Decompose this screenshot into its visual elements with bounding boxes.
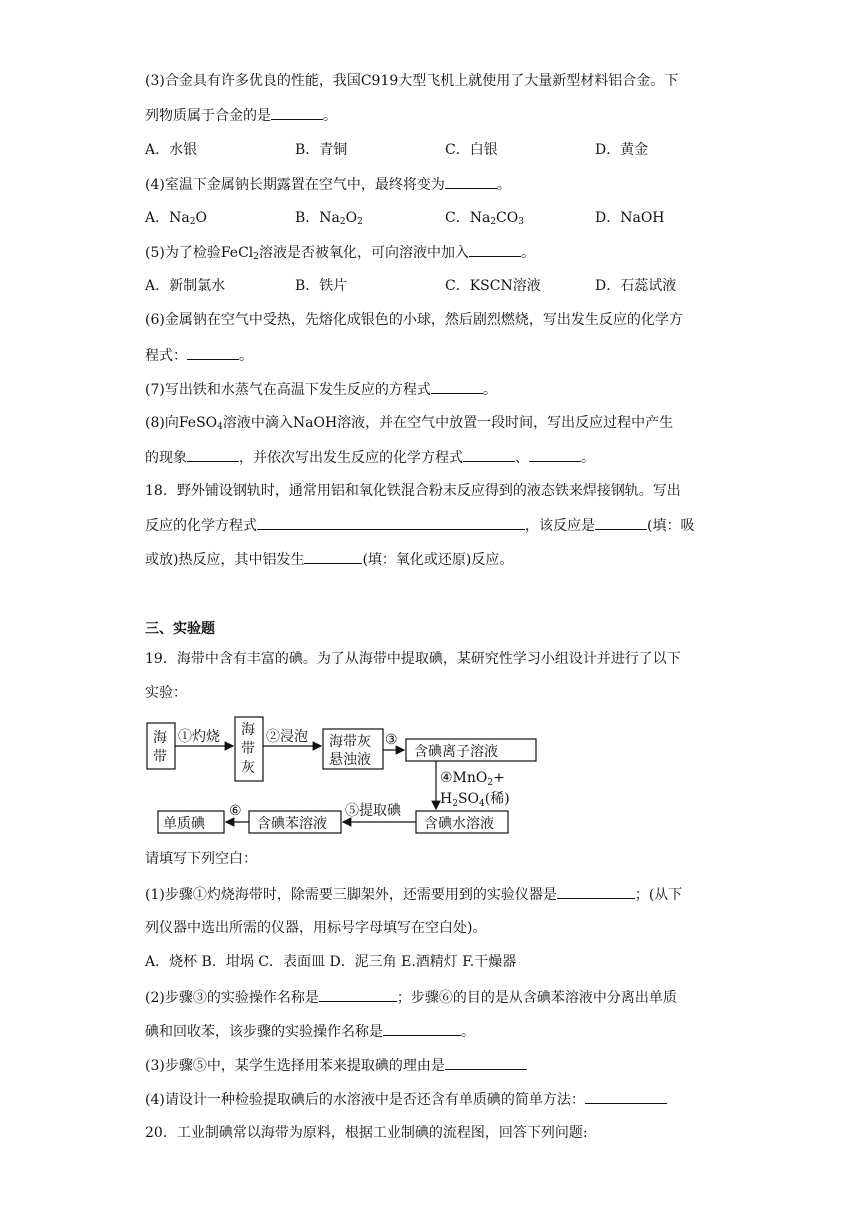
flow-box7-text: 单质碘 <box>163 816 205 832</box>
q18-line2: 反应的化学方程式 ，该反应是 (填：吸 <box>145 515 694 536</box>
iodine-extraction-flowchart <box>140 710 540 840</box>
flow-box1-text-2: 带 <box>153 749 167 765</box>
q19-p1-line2: 列仪器中选出所需的仪器，用标号字母填写在空白处)。 <box>145 920 487 936</box>
flow-box2-text-3: 灰 <box>241 760 255 776</box>
q19-p4: (4)请设计一种检验提取碘后的水溶液中是否还含有单质碘的简单方法： <box>145 1089 667 1110</box>
q4-option-c: C．$Na_2CO_3$ <box>445 210 524 227</box>
flow-box2-text-1: 海 <box>241 722 255 738</box>
flow-box2-text-2: 带 <box>241 741 255 757</box>
q5-option-c: C．KSCN溶液 <box>445 278 541 294</box>
q20-line1: 20．工业制碘常以海带为原料，根据工业制碘的流程图，回答下列问题: <box>145 1125 588 1141</box>
q8-line1: (8)向FeSO$_4$溶液中滴入NaOH溶液，并在空气中放置一段时间，写出反应过程中产生 <box>145 415 674 432</box>
q19-p2-blank-1[interactable] <box>319 987 397 1002</box>
q5-line: (5)为了检验FeCl$_2$溶液是否被氧化，可向溶液中加入 。 <box>145 242 535 263</box>
q4-period: 。 <box>496 177 511 193</box>
q19-p1-line1: (1)步骤①灼烧海带时，除需要三脚架外，还需要用到的实验仪器是 ；(从下 <box>145 884 682 905</box>
flow-step3-label: ③ <box>385 732 398 748</box>
q19-p3-answer-blank[interactable] <box>445 1055 527 1070</box>
q4-stem: (4)室温下金属钠长期露置在空气中，最终将变为 <box>145 177 445 193</box>
q4-option-b: B．$Na_2O_2$ <box>295 210 363 227</box>
q19-p3: (3)步骤⑤中，某学生选择用苯来提取碘的理由是 <box>145 1055 527 1076</box>
q7-line: (7)写出铁和水蒸气在高温下发生反应的方程式 。 <box>145 379 497 400</box>
q3-stem: 列物质属于合金的是 <box>145 108 271 124</box>
q5-option-b: B．铁片 <box>295 278 348 294</box>
flow-step5-label: ⑤提取碘 <box>345 803 401 819</box>
q18-heat-blank[interactable] <box>595 515 647 530</box>
q3-option-c: C．白银 <box>445 142 498 158</box>
q3-option-a: A．水银 <box>145 142 198 158</box>
q18-redox-blank[interactable] <box>304 549 362 564</box>
q8-equation-blank-1[interactable] <box>463 447 515 462</box>
q5-option-d: D．石蕊试液 <box>595 278 677 294</box>
q19-p1-answer-blank[interactable] <box>557 884 635 899</box>
q6-answer-blank[interactable] <box>187 345 239 360</box>
q5-option-a: A．新制氯水 <box>145 278 226 294</box>
q8-equation-blank-2[interactable] <box>529 447 581 462</box>
flow-box1-text-1: 海 <box>153 730 167 746</box>
q6-line1: (6)金属钠在空气中受热，先熔化成银色的小球，然后剧烈燃烧，写出发生反应的化学方 <box>145 312 683 328</box>
q3-option-d: D．黄金 <box>595 142 649 158</box>
flow-step4-line2: $H_2SO_4$(稀) <box>440 791 510 809</box>
flow-step6-label: ⑥ <box>229 803 242 819</box>
q3-line1: (3)合金具有许多优良的性能，我国C919大型飞机上就使用了大量新型材料铝合金。下 <box>145 73 679 89</box>
q19-p2-line2: 碘和回收苯，该步骤的实验操作名称是 。 <box>145 1021 475 1042</box>
q18-equation-blank[interactable] <box>257 515 525 530</box>
flow-step2-label: ②浸泡 <box>266 729 308 745</box>
q4-option-d: D．NaOH <box>595 210 665 226</box>
q19-line1: 19．海带中含有丰富的碘。为了从海带中提取碘，某研究性学习小组设计并进行了以下 <box>145 651 681 667</box>
q3-line2 <box>145 105 337 126</box>
q8-phenomenon-blank[interactable] <box>187 447 239 462</box>
q19-prompt: 请填写下列空白： <box>145 851 257 867</box>
q4-line <box>145 174 511 195</box>
q5-answer-blank[interactable] <box>469 242 521 257</box>
q19-p4-answer-blank[interactable] <box>585 1089 667 1104</box>
flow-box4-text: 含碘离子溶液 <box>414 744 498 760</box>
q6-line2: 程式： 。 <box>145 345 253 366</box>
q19-p2-blank-2[interactable] <box>383 1021 461 1036</box>
q4-option-a: A．$Na_2O$ <box>145 210 207 227</box>
flow-box5-text: 含碘水溶液 <box>424 816 494 832</box>
flow-box3-text-1: 海带灰 <box>329 734 371 750</box>
q19-line2: 实验： <box>145 685 187 701</box>
q18-line3: 或放)热反应，其中铝发生 (填：氧化或还原)反应。 <box>145 549 513 570</box>
flow-step4-line1: ④MnO$_2$+ <box>440 770 505 788</box>
q7-answer-blank[interactable] <box>431 379 483 394</box>
q18-line1: 18．野外铺设钢轨时，通常用铝和氧化铁混合粉末反应得到的液态铁来焊接钢轨。写出 <box>145 483 681 499</box>
flow-box3-text-2: 悬浊液 <box>329 752 371 768</box>
q19-p2-line1: (2)步骤③的实验操作名称是 ；步骤⑥的目的是从含碘苯溶液中分离出单质 <box>145 987 677 1008</box>
q8-line2: 的现象 ，并依次写出发生反应的化学方程式 、 。 <box>145 447 595 468</box>
q4-answer-blank[interactable] <box>445 174 497 189</box>
q19-p1-options: A．烧杯 B．坩埚 C．表面皿 D．泥三角 E.酒精灯 F.干燥器 <box>145 954 517 970</box>
q3-period: 。 <box>323 108 337 124</box>
section-title: 三、实验题 <box>145 621 215 637</box>
q3-answer-blank[interactable] <box>271 105 323 120</box>
q3-option-b: B．青铜 <box>295 142 348 158</box>
flow-box6-text: 含碘苯溶液 <box>257 816 327 832</box>
flow-step1-label: ①灼烧 <box>178 729 220 745</box>
